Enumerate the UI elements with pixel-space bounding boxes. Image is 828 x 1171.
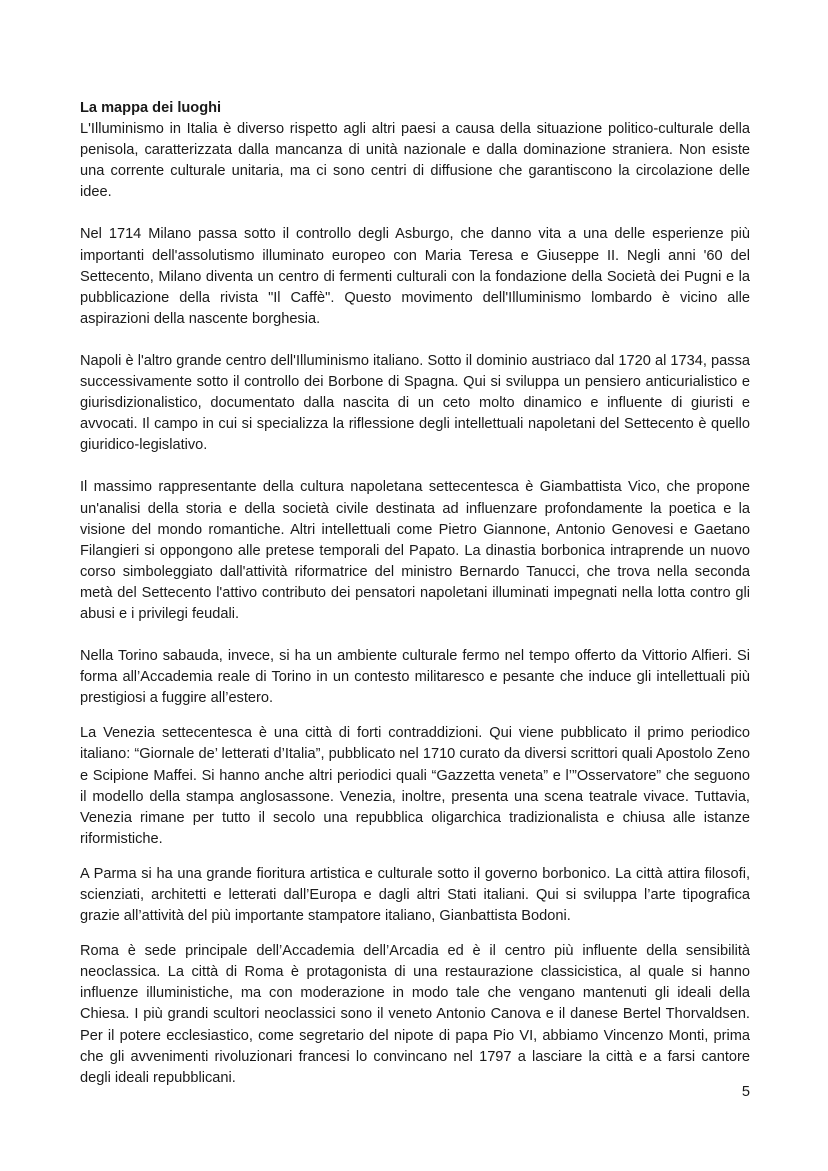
paragraph-vico: Il massimo rappresentante della cultura napoletana settecentesca è Giambattista Vico, che propone un'analisi della storia e della società civile destinata ad influenzare profondamente la poetica e la visione del mondo romantiche. Altri intellettuali come Pietro Giannone, Antonio Genovesi e Gaetano Filangieri si oppongono alle pretese temporali del Papato. La dinastia borbonica intraprende un nuovo corso simboleggiato dall'attività riformatrice del ministro Bernardo Tanucci, che trova nella seconda metà del Settecento l'attivo contributo dei pensatori napoletani illuminati impegnati nella lotta contro gli abusi e i privilegi feudali.: [80, 479, 750, 622]
page-number: 5: [741, 1084, 750, 1100]
paragraph-napoli: Napoli è l'altro grande centro dell'Illuminismo italiano. Sotto il dominio austriaco dal 1720 al 1734, passa successivamente sotto il controllo dei Borbone di Spagna. Qui si sviluppa un pensiero anticurialistico e giurisdizionalistico, documentato dalla nascita di un ceto molto dinamico e influente di giuristi e avvocati. Il campo in cui si specializza la riflessione degli intellettuali napoletani del Settecento è quello giuridico-legislativo.: [80, 352, 750, 454]
paragraph-venezia: La Venezia settecentesca è una città di forti contraddizioni. Qui viene pubblicato il primo periodico italiano: “Giornale de’ letterati d’Italia”, pubblicato nel 1710 curato da diversi scrittori quali Apostolo Zeno e Scipione Maffei. Si hanno anche altri periodici quali “Gazzetta veneta” e l’”Osservatore” che seguono il modello della stampa anglosassone. Venezia, inoltre, presenta una scena teatrale vivace. Tuttavia, Venezia rimane per tutto il secolo una repubblica oligarchica tradizionalista e chiusa alle istanze riformistiche.: [80, 725, 750, 847]
paragraph-intro: L'Illuminismo in Italia è diverso rispetto agli altri paesi a causa della situazione politico-culturale della penisola, caratterizzata dalla mancanza di unità nazionale e dalla dominazione straniera. Non esiste una corrente culturale unitaria, ma ci sono centri di diffusione che garantiscono la circolazione delle idee.: [80, 121, 750, 201]
paragraph-torino: Nella Torino sabauda, invece, si ha un ambiente culturale fermo nel tempo offerto da Vittorio Alfieri. Si forma all’Accademia reale di Torino in un contesto militaresco e pesante che induce gli intellettuali più prestigiosi a fuggire all’estero.: [80, 648, 750, 707]
document-body: [80, 98, 750, 1103]
paragraph-parma: A Parma si ha una grande fioritura artistica e culturale sotto il governo borbonico. La città attira filosofi, scienziati, architetti e letterati dall’Europa e dagli altri Stati italiani. Qui si sviluppa l’arte tipografica grazie all’attività del più importante stampatore italiano, Gianbattista Bodoni.: [80, 865, 750, 925]
paragraph-roma: Roma è sede principale dell’Accademia dell’Arcadia ed è il centro più influente della sensibilità neoclassica. La città di Roma è protagonista di una restaurazione classicistica, al quale si hanno influenze illuministiche, ma con moderazione in modo tale che vengano mantenuti gli ideali della Chiesa. I più grandi scultori neoclassici sono il veneto Antonio Canova e il danese Bertel Thorvaldsen. Per il potere ecclesiastico, come segretario del nipote di papa Pio VI, abbiamo Vincenzo Monti, prima che gli avvenimenti rivoluzionari francesi lo convincano nel 1797 a lasciare la città e a farsi cantore degli ideali repubblicani.: [80, 943, 750, 1086]
paragraph-milano: Nel 1714 Milano passa sotto il controllo degli Asburgo, che danno vita a una delle esperienze più importanti dell'assolutismo illuminato europeo con Maria Teresa e Giuseppe II. Negli anni '60 del Settecento, Milano diventa un centro di fermenti culturali con la fondazione della Società dei Pugni e la pubblicazione della rivista "Il Caffè". Questo movimento dell'Illuminismo lombardo è vicino alle aspirazioni della nascente borghesia.: [80, 226, 750, 327]
section-heading: La mappa dei luoghi: [80, 100, 222, 116]
